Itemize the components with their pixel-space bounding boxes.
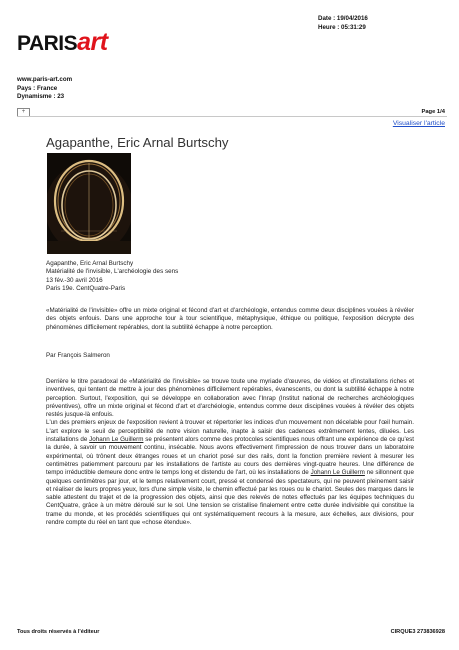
dynamism-line: Dynamisme : 23 bbox=[17, 93, 65, 101]
author-line: Par François Salmeron bbox=[46, 352, 110, 359]
document-code: CIRQUE3 273836928 bbox=[390, 629, 445, 635]
time-line: Heure : 05:31:29 bbox=[318, 24, 366, 31]
artwork-photo bbox=[47, 153, 131, 254]
artist-link[interactable]: Johann Le Guillerm bbox=[310, 469, 365, 477]
body-text-segment: se présentent alors comme des protocoles scientifiques nous offrant une expérience de ce qu'est la durée, à savoir un mouvement continu, insécable. Nous avons effectivement l'impression de nous trouver dans un laboratoire expérimental, où trônent deux étranges roues et un chariot posé sur des rails, dont la fonction première revient à mesurer les centimètres patiemment parcouru par les installations de l'artiste au cours des dernières vingt-quatre heures. Une différence de tempo irréductible demeure donc entre le temps long et distendu de l'art, où les installations de bbox=[46, 436, 414, 477]
page-number: Page 1/4 bbox=[421, 109, 445, 115]
rights-notice: Tous droits réservés à l'éditeur bbox=[17, 629, 100, 635]
paris-art-logo bbox=[17, 30, 108, 55]
intro-paragraph: «Matérialité de l'invisible» offre un mixte original et fécond d'art et d'archéologie, entendus comme deux disciplines vouées à révéler des objets enfouis. Dans une approche tour à tour scientifique, métaphysique, éthique ou politique, l'exposition décrypte des phénomènes difficilement repérables, dont la subtilité échappe à notre perception. bbox=[46, 307, 414, 331]
body-paragraph-1: Derrière le titre paradoxal de «Matérialité de l'invisible» se trouve toute une myriade d'œuvres, de vidéos et d'installations riches et inventives, qui tentent de mettre à jour des phénomènes difficilement repérables, évanescents, ou dont la subtilité échappe à notre perception. Surtout, l'exposition, qui se développe en collaboration avec l'Inrap (Institut national de recherches archéologiques préventives), offre un mixte original et fécond d'art et d'archéologie, entendus comme deux disciplines vouées à révéler des objets restés jusque-là enfouis. bbox=[46, 378, 414, 419]
article-body bbox=[46, 378, 414, 527]
date-line: Date : 19/04/2016 bbox=[318, 15, 368, 22]
body-paragraph-2 bbox=[46, 419, 414, 527]
country-line: Pays : France bbox=[17, 84, 58, 92]
logo-art-text: art bbox=[77, 28, 108, 56]
body-text-segment: ne sillonnent que quelques centimètres par jour, et le temps relativement court, pressé et condensé des spectateurs, qui ne peuvent pleinement saisir et réaliser de leurs propres yeux, lors d'une simple visite, le chemin effectué par les roues ou le chariot. Seules des marques dans le sable attestent du trajet et de la progression des objets, ainsi que des relevés de notes effectués par les équipes techniques du CentQuatre, grâce à un mètre déroulé sur le sol. Une tension se cristallise finalement entre cette durée indivisible qui constitue la trame du monde, et les procédés scientifiques qui ont systématiquement recours à la mesure, aux échelles, aux divisions, pour rendre compte du réel en tant que «chose étendue». bbox=[46, 469, 414, 527]
caption-line: 13 fév.-30 avril 2016 bbox=[46, 276, 103, 284]
photo-caption bbox=[46, 260, 178, 294]
article-author bbox=[46, 352, 414, 360]
header-divider bbox=[17, 116, 447, 117]
site-url: www.paris-art.com bbox=[17, 76, 73, 83]
caption-line: Matérialité de l'invisible, L'archéologie des sens bbox=[46, 268, 179, 276]
caption-line: Agapanthe, Eric Arnal Burtschy bbox=[46, 260, 134, 267]
caption-line: Paris 19e. CentQuatre-Paris bbox=[46, 285, 126, 293]
view-article-link[interactable]: Visualiser l'article bbox=[392, 120, 445, 127]
article-title: Agapanthe, Eric Arnal Burtschy bbox=[46, 135, 229, 150]
source-info-block bbox=[17, 76, 72, 102]
body-text-segment: L'un des premiers enjeux de l'exposition revient à trouver et répertorier les indices d'un mouvement non décelable pour l'œil humain. L'art explore le seuil de perceptibilité de notre vision naturelle, inapte à saisir des cadences extrêmement lentes, diluées. Les installations de bbox=[46, 419, 414, 444]
date-time-block bbox=[318, 14, 368, 32]
artist-link[interactable]: Johann Le Guillerm bbox=[89, 436, 144, 444]
logo-paris-text: PARIS bbox=[17, 32, 78, 55]
article-intro bbox=[46, 307, 414, 332]
expand-toggle-button[interactable]: + bbox=[17, 108, 30, 117]
